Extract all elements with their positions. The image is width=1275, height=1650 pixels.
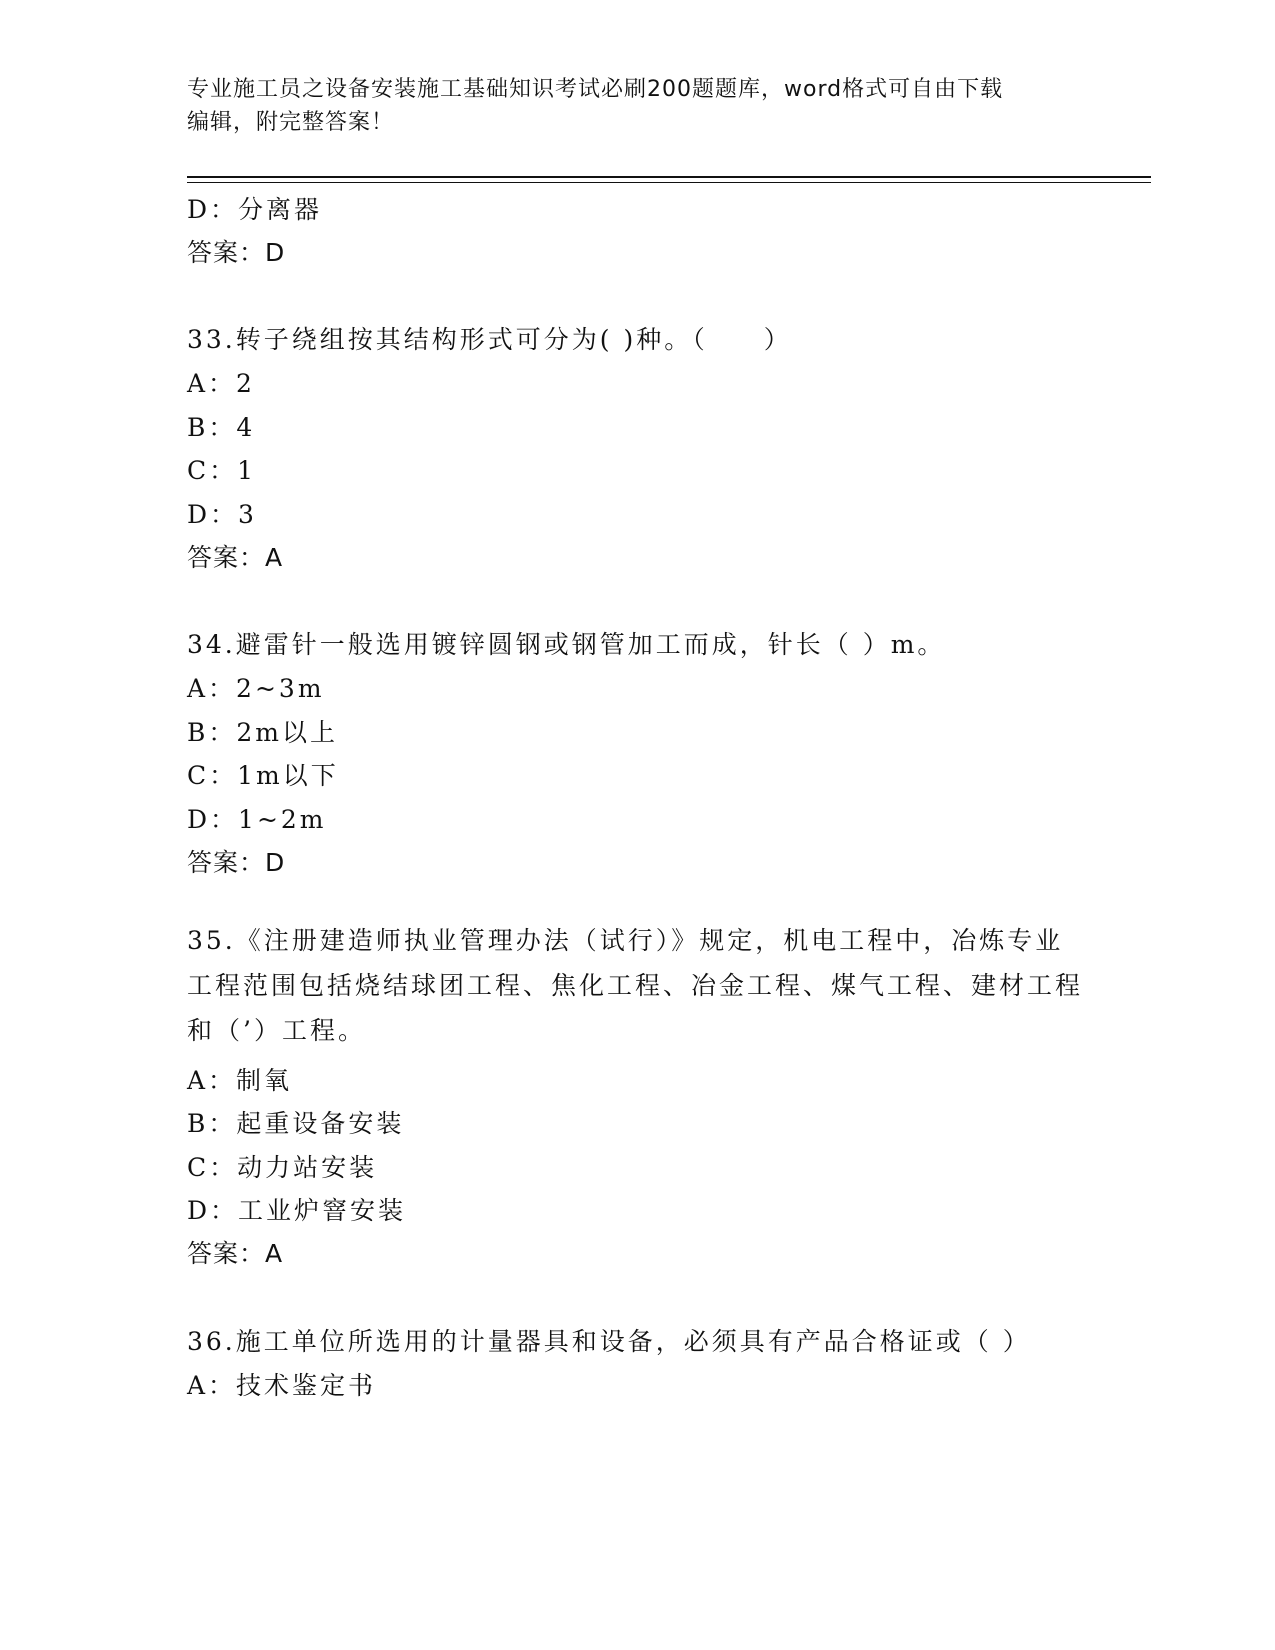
q35-option-b: B：起重设备安装 [187,1109,405,1138]
q33-option-b: B：4 [187,413,256,442]
q34-option-d: D：1~2m [187,805,327,834]
header-line-2: 编辑，附完整答案！ [187,110,395,135]
q33-option-a: A：2 [187,369,255,398]
option-d: D：分离器 [187,195,323,224]
q34-option-b: B：2m以上 [187,718,338,747]
question-34: 34.避雷针一般选用镀锌圆钢或钢管加工而成，针长（ ）m。 [187,630,946,659]
question-35: 35.《注册建造师执业管理办法（试行）》规定，机电工程中，冶炼专业工程范围包括烧结球团工程、焦化工程、冶金工程、煤气工程、建材工程和（’）工程。 [187,926,1084,1045]
answer-label: 答案：D [187,238,286,267]
q35-option-d: D：工业炉窨安装 [187,1196,407,1225]
q33-option-d: D：3 [187,500,257,529]
document-header [187,73,1087,139]
q35-answer: 答案：A [187,1239,284,1268]
q33-option-c: C：1 [187,456,257,485]
q33-answer: 答案：A [187,543,284,572]
question-33: 33.转子绕组按其结构形式可分为( )种。（ ） [187,325,792,354]
header-rule-thick [187,176,1151,178]
q36-option-a: A：技术鉴定书 [187,1371,377,1400]
q34-answer: 答案：D [187,848,286,877]
q34-option-c: C：1m以下 [187,761,339,790]
question-36: 36.施工单位所选用的计量器具和设备，必须具有产品合格证或（ ） [187,1327,1031,1356]
header-rule-thin [187,182,1151,183]
q35-option-c: C：动力站安装 [187,1153,378,1182]
q34-option-a: A：2~3m [187,674,325,703]
q35-option-a: A：制氧 [187,1066,293,1095]
header-line-1: 专业施工员之设备安装施工基础知识考试必刷200题题库，word格式可自由下载 [187,77,1004,102]
